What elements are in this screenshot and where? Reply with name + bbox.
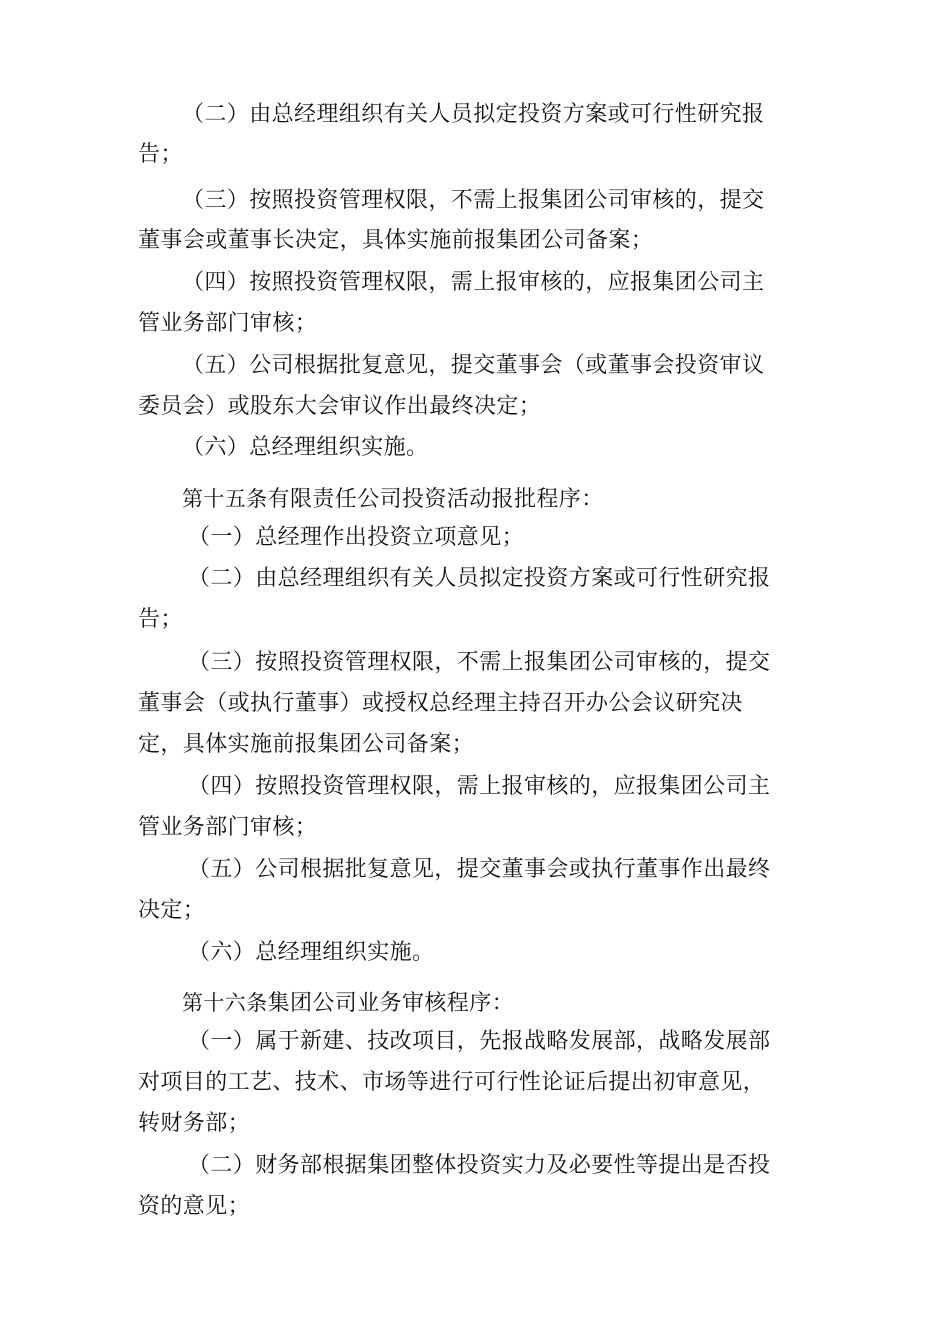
paragraph-line: 董事会（或执行董事）或授权总经理主持召开办公会议研究决 (138, 691, 743, 716)
article-number: 第十六条 (182, 991, 268, 1015)
paragraph-line: （五）公司根据批复意见，提交董事会（或董事会投资审议 (182, 353, 765, 378)
article-title: 集团公司业务审核程序： (267, 991, 515, 1016)
paragraph-line: 委员会）或股东大会审议作出最终决定； (138, 394, 542, 419)
paragraph-line: 告； (138, 607, 183, 632)
paragraph-line: 转财务部； (138, 1111, 251, 1136)
paragraph-line: （一）属于新建、技改项目，先报战略发展部，战略发展部 (188, 1029, 771, 1054)
paragraph-line: （二）财务部根据集团整体投资实力及必要性等提出是否投 (188, 1153, 771, 1178)
article-heading (182, 988, 872, 1019)
paragraph-line: 定，具体实施前报集团公司备案； (138, 732, 475, 757)
paragraph-line: （四）按照投资管理权限，需上报审核的，应报集团公司主 (188, 774, 771, 799)
paragraph-line: （三）按照投资管理权限，不需上报集团公司审核的，提交 (188, 650, 771, 675)
paragraph-line: （二）由总经理组织有关人员拟定投资方案或可行性研究报 (188, 566, 771, 591)
paragraph-line: 管业务部门审核； (138, 311, 318, 336)
paragraph-line: 告； (138, 142, 183, 167)
paragraph-line: （一）总经理作出投资立项意见； (188, 525, 525, 550)
paragraph-line: （三）按照投资管理权限，不需上报集团公司审核的，提交 (182, 188, 765, 213)
paragraph-line: 资的意见； (138, 1194, 251, 1219)
article-number: 第十五条 (182, 487, 268, 511)
paragraph-line: （五）公司根据批复意见，提交董事会或执行董事作出最终 (188, 857, 771, 882)
paragraph-line: （四）按照投资管理权限，需上报审核的，应报集团公司主 (182, 270, 765, 295)
paragraph-line: 董事会或董事长决定，具体实施前报集团公司备案； (138, 228, 654, 253)
paragraph-line: 决定； (138, 898, 206, 923)
article-heading (182, 484, 872, 515)
paragraph-line: （二）由总经理组织有关人员拟定投资方案或可行性研究报 (182, 102, 765, 127)
paragraph-line: （六）总经理组织实施。 (188, 940, 435, 965)
paragraph-line: （六）总经理组织实施。 (182, 435, 429, 460)
article-title: 有限责任公司投资活动报批程序： (267, 487, 604, 512)
paragraph-line: 管业务部门审核； (138, 815, 318, 840)
paragraph-line: 对项目的工艺、技术、市场等进行可行性论证后提出初审意见， (138, 1070, 766, 1095)
